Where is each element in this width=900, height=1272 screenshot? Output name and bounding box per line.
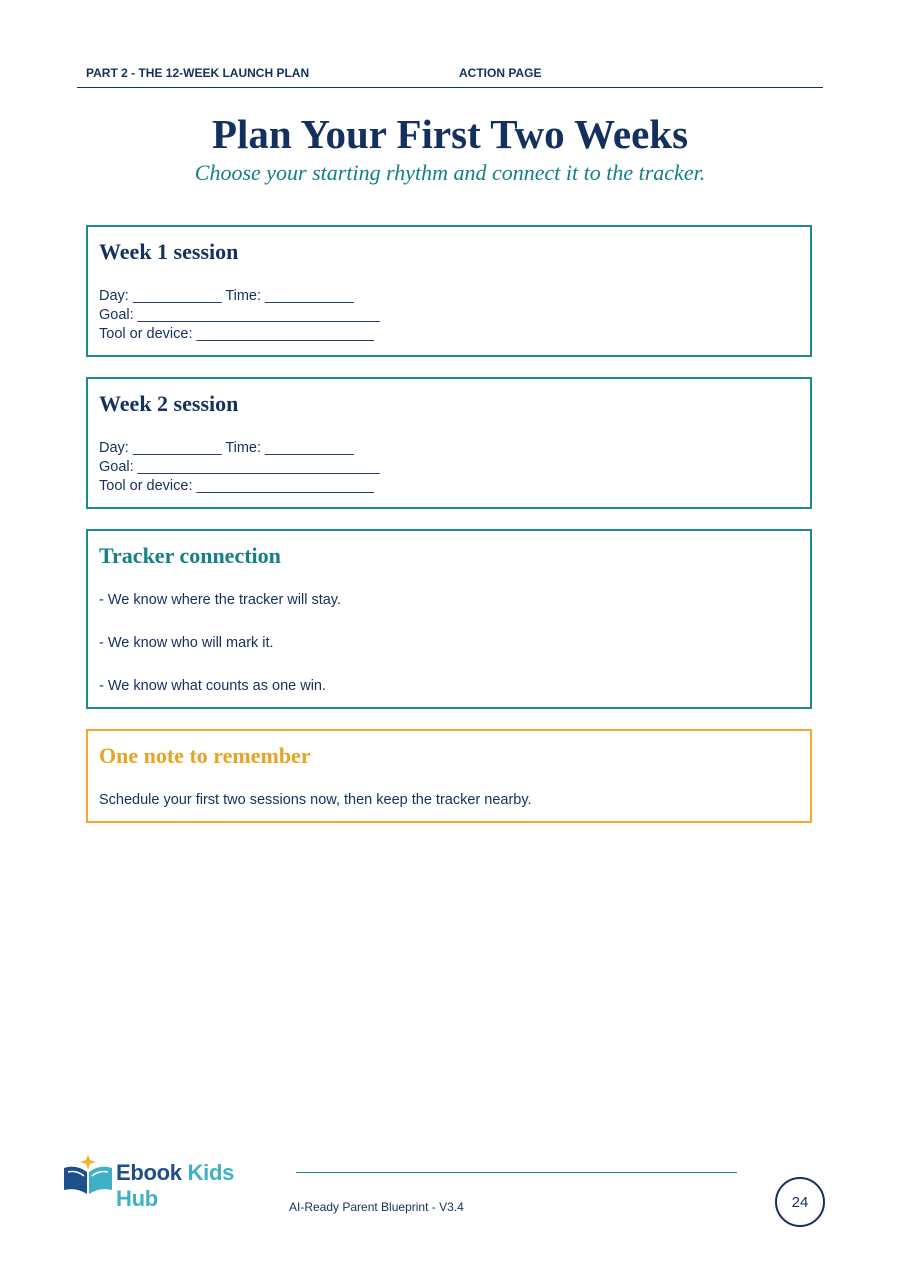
week-1-goal-field: Goal: ______________________________ [99,307,380,323]
brand-name [116,1160,280,1212]
brand-word-1: Ebook [116,1160,182,1185]
tracker-connection-box [86,529,812,709]
tracker-heading: Tracker connection [99,543,281,568]
note-heading: One note to remember [99,743,311,768]
week-2-session-box [86,377,812,509]
week-1-heading: Week 1 session [99,239,239,264]
running-header-page-type: ACTION PAGE [459,66,542,80]
note-text: Schedule your first two sessions now, then keep the tracker nearby. [99,792,532,808]
open-book-with-star-icon [60,1150,116,1198]
page-title: Plan Your First Two Weeks [211,111,689,157]
note-box [86,729,812,823]
running-header-section: PART 2 - THE 12-WEEK LAUNCH PLAN [86,66,310,80]
week-1-session-box [86,225,812,357]
tracker-item: - We know what counts as one win. [99,678,327,694]
tracker-item: - We know where the tracker will stay. [99,592,342,608]
week-1-day-time-field: Day: ___________ Time: ___________ [99,288,354,304]
page-subtitle: Choose your starting rhythm and connect it to the tracker. [194,160,706,185]
footer-doc-label: AI-Ready Parent Blueprint - V3.4 [289,1200,464,1214]
week-1-tool-field: Tool or device: ______________________ [99,326,374,342]
footer-divider [296,1172,737,1173]
week-2-tool-field: Tool or device: ______________________ [99,478,374,494]
header-divider [77,87,823,88]
brand-logo [60,1150,280,1211]
page-number: 24 [775,1177,825,1227]
week-2-goal-field: Goal: ______________________________ [99,459,380,475]
tracker-item: - We know who will mark it. [99,635,274,651]
brand-word-2: Kids Hub [116,1160,235,1211]
week-2-heading: Week 2 session [99,391,239,416]
week-2-day-time-field: Day: ___________ Time: ___________ [99,440,354,456]
